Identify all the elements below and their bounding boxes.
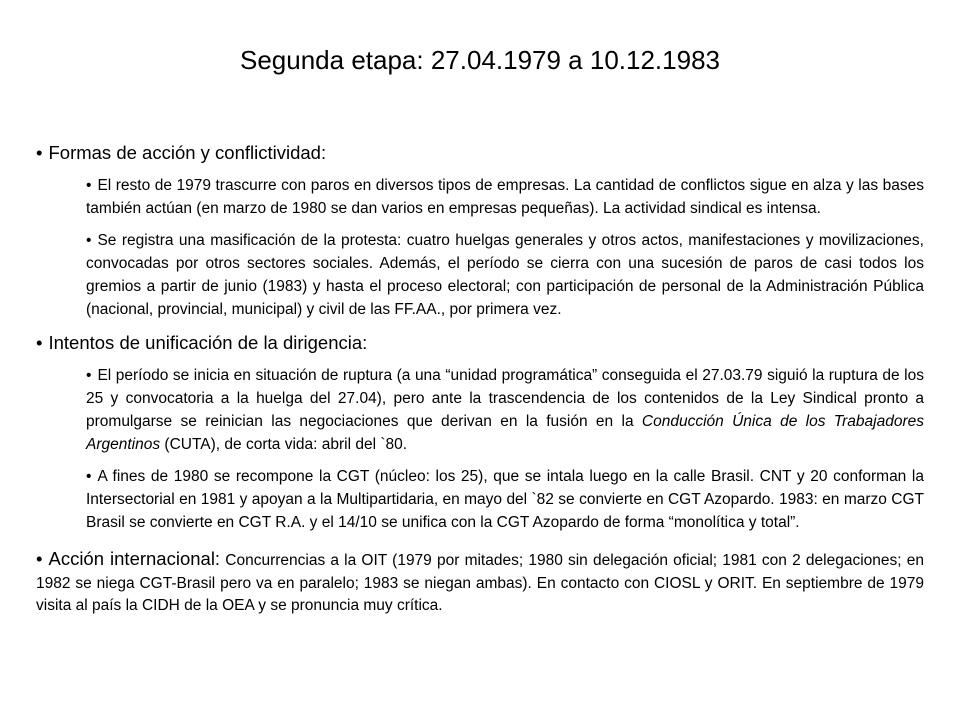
sub-bullet-text: El resto de 1979 trascurre con paros en diversos tipos de empresas. La cantidad de conflictos sigue en alza y las bases también actúan (en marzo de 1980 se dan varios en empresas pequeñas). La actividad sindical es intensa.	[86, 177, 924, 217]
bullet: •	[36, 548, 43, 569]
sub-bullet-resto-1979	[86, 174, 924, 220]
sub-bullet-text: El período se inicia en situación de ruptura (a una “unidad programática” conseguida el 27.03.79 siguió la ruptura de los 25 y convocatoria a la huelga del 27.04), pero ante la trascendencia de los contenidos de la Ley Sindical pronto a promulgarse se reinician las negociaciones que derivan en la fusión en la	[86, 367, 924, 430]
heading-text: Acción internacional:	[48, 548, 221, 569]
sub-bullet-text: A fines de 1980 se recompone la CGT (núcleo: los 25), que se intala luego en la calle Brasil. CNT y 20 conforman la Intersectorial en 1981 y apoyan a la Multipartidaria, en mayo del `82 se convierte en CGT Azopardo. 1983: en marzo CGT Brasil se convierte en CGT R.A. y el 14/10 se unifica con la CGT Azopardo de forma “monolítica y total”.	[86, 468, 924, 531]
section-heading-formas	[36, 140, 924, 166]
bullet: •	[36, 332, 43, 353]
sub-bullet-masificacion	[86, 229, 924, 321]
sub-bullet-text: Se registra una masificación de la protesta: cuatro huelgas generales y otros actos, manifestaciones y movilizaciones, convocadas por otros sectores sociales. Además, el período se cierra con una sucesión de paros de casi todos los gremios a partir de junio (1983) y hasta el proceso electoral; con participación de personal de la Administración Pública (nacional, provincial, municipal) y civil de las FF.AA., por primera vez.	[86, 232, 924, 318]
sub-bullet-ruptura	[86, 364, 924, 456]
sub-bullet-cgt	[86, 465, 924, 534]
slide-content	[36, 140, 924, 618]
bullet: •	[86, 468, 92, 485]
section-accion-internacional	[36, 548, 924, 618]
section-body-text: Concurrencias a la OIT (1979 por mitades; 1980 sin delegación oficial; 1981 con 2 delegaciones; en 1982 se niega CGT-Brasil pero va en paralelo; 1983 se niegan ambas). En contacto con CIOSL y ORIT. En septiembre de 1979 visita al país la CIDH de la OEA y se pronuncia muy crítica.	[36, 552, 924, 614]
section-heading-unificacion	[36, 330, 924, 356]
bullet: •	[36, 142, 43, 163]
cuta-italic-name: Conducción Única de los Trabajadores Argentinos	[86, 413, 924, 453]
bullet: •	[86, 367, 92, 384]
heading-text: Intentos de unificación de la dirigencia:	[48, 332, 368, 353]
slide-title: Segunda etapa: 27.04.1979 a 10.12.1983	[240, 45, 720, 75]
bullet: •	[86, 177, 92, 194]
sub-bullet-text-end: (CUTA), de corta vida: abril del `80.	[160, 436, 408, 453]
heading-text: Formas de acción y conflictividad:	[48, 142, 327, 163]
bullet: •	[86, 232, 92, 249]
